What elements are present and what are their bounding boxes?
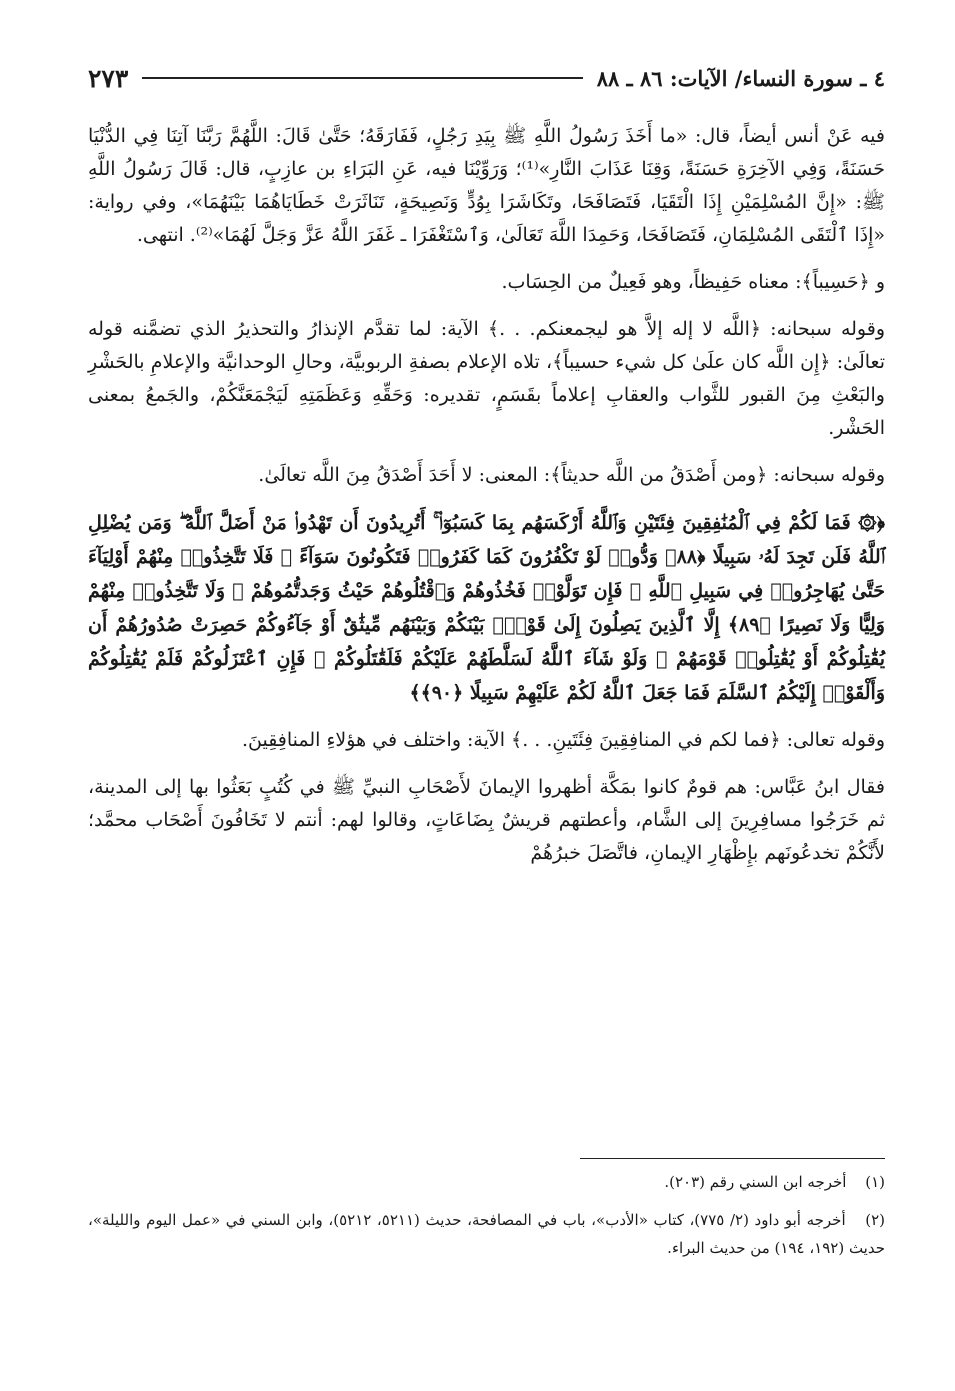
footnote-text: أخرجه ابن السني رقم (٢٠٣). xyxy=(664,1173,847,1191)
footnotes xyxy=(88,1168,885,1272)
paragraph-munafiqin: وقوله تعالى: ﴿فما لكم في المنافِقِينَ فِئَتَينِ. . .﴾ الآية: واختلف في هؤلاءِ المنافِقِينَ. xyxy=(241,729,885,751)
main-text xyxy=(88,120,885,884)
footnote-text: أخرجه أبو داود (٢/ ٧٧٥)، كتاب «الأدب»، باب في المصافحة، حديث (٥٢١١، ٥٢١٢)، وابن السني في «عمل اليوم والليلة»، حديث (١٩٢، ١٩٤) من حديث البراء. xyxy=(88,1211,885,1257)
paragraph-hasiba: و ﴿حَسِيباً﴾: معناه حَفِيظاً، وهو فَعِيلٌ من الحِسَاب. xyxy=(501,271,885,293)
footnote-2 xyxy=(88,1206,885,1262)
footnote-1 xyxy=(88,1168,885,1196)
page-number: ٢٧٣ xyxy=(88,63,129,93)
footnote-separator xyxy=(580,1158,885,1159)
footnote-marker: (٢) xyxy=(865,1211,886,1229)
quran-verses-block: ﴿۞ فَمَا لَكُمْ فِي ٱلْمُنَٰفِقِينَ فِئَتَيْنِ وَٱللَّهُ أَرْكَسَهُم بِمَا كَسَبُوٓا۟ ۚ أَتُرِيدُونَ أَن تَهْدُوا۟ مَنْ أَضَلَّ ٱللَّهُ ۖ وَمَن يُضْلِلِ ٱللَّهُ فَلَن تَجِدَ لَهُۥ سَبِيلًا ﴿٨٨﴾ وَدُّوا۟ لَوْ تَكْفُرُونَ كَمَا كَفَرُوا۟ فَتَكُونُونَ سَوَآءً ۖ فَلَا تَتَّخِذُوا۟ مِنْهُمْ أَوْلِيَآءَ حَتَّىٰ يُهَاجِرُوا۟ فِي سَبِيلِ ٱللَّهِ ۚ فَإِن تَوَلَّوْا۟ فَخُذُوهُمْ وَٱقْتُلُوهُمْ حَيْثُ وَجَدتُّمُوهُمْ ۖ وَلَا تَتَّخِذُوا۟ مِنْهُمْ وَلِيًّا وَلَا نَصِيرًا ﴿٨٩﴾ إِلَّا ٱلَّذِينَ يَصِلُونَ إِلَىٰ قَوْمٍۭ بَيْنَكُمْ وَبَيْنَهُم مِّيثَٰقٌ أَوْ جَآءُوكُمْ حَصِرَتْ صُدُورُهُمْ أَن يُقَٰتِلُوكُمْ أَوْ يُقَٰتِلُوا۟ قَوْمَهُمْ ۚ وَلَوْ شَآءَ ٱللَّهُ لَسَلَّطَهُمْ عَلَيْكُمْ فَلَقَٰتَلُوكُمْ ۚ فَإِنِ ٱعْتَزَلُوكُمْ فَلَمْ يُقَٰتِلُوكُمْ وَأَلْقَوْا۟ إِلَيْكُمُ ٱلسَّلَمَ فَمَا جَعَلَ ٱللَّهُ لَكُمْ عَلَيْهِمْ سَبِيلًا ﴿٩٠﴾﴾ xyxy=(88,512,885,704)
page-header xyxy=(88,58,885,98)
header-rule xyxy=(142,77,582,79)
footnote-marker: (١) xyxy=(865,1173,885,1191)
paragraph-asdaq: وقوله سبحانه: ﴿ومن أَصْدَقُ من اللَّه حديثاً﴾: المعنى: لا أَحَدَ أَصْدَقُ مِنَ اللَّه تعالَىٰ. xyxy=(258,464,885,486)
paragraph-ibn-abbas: فقال ابنُ عَبَّاس: هم قومٌ كانوا بمَكَّة أظهروا الإيمانَ لأَصْحَابِ النبيِّ ﷺ في كُتُبٍ بَعَثُوا بها إلى المدينة، ثم خَرَجُوا مسافِرِينَ إلى الشَّام، وأعطتهم قريشٌ بِضَاعَاتٍ، وقالوا لهم: أنتم لا تَخَافُونَ أَصْحَاب محمَّد؛ لأَنَّكُمْ تخدعُونَهم بإِظْهَارِ الإيمانِ، فاتَّصَلَ خبرُهُمْ xyxy=(88,776,885,864)
paragraph-tafsir-87: وقوله سبحانه: ﴿اللَّه لا إله إلاَّ هو ليجمعنكم. . .﴾ الآية: لما تقدَّم الإنذارُ والتحذيرُ الذي تضمَّنه قوله تعالَىٰ: ﴿إِن اللَّه كان علَىٰ كل شيء حسيباً﴾، تلاه الإعلام بصفةِ الربوبيَّة، وحالِ الوحدانيَّة والإعلامِ بالحَشْرِ والبَعْثِ مِنَ القبور للثَّواب والعقابِ إعلاماً بقَسَمٍ، تقديره: وَحَقِّهِ وَعَظَمَتِهِ لَيَجْمَعَنَّكُمْ، والجَمعُ بمعنى الحَشْر. xyxy=(88,318,885,439)
running-title: ٤ ـ سورة النساء/ الآيات: ٨٦ ـ ٨٨ xyxy=(596,65,885,91)
paragraph-hadith: فيه عَنْ أنس أيضاً، قال: «ما أَخَذَ رَسُولُ اللَّهِ ﷺ بِيَدِ رَجُلٍ، فَفَارَقَهُ؛ حَتَّىٰ قَالَ: اللَّهُمَّ رَبَّنَا آتِنَا فِي الدُّنْيَا حَسَنَةً، وَفِي الآخِرَةِ حَسَنَةً، وَقِنَا عَذَابَ النَّارِ»⁽¹⁾؛ وَرَوِّيْنَا فيه، عَنِ البَرَاءِ بن عازِبٍ، قال: قَالَ رَسُولُ اللَّهِ ﷺ: «إِنَّ المُسْلِمَيْنِ إِذَا الْتَقَيَا، فَتَصَافَحَا، وتَكَاشَرَا بِوُدٍّ وَنَصِيحَةٍ، تَنَاثَرَتْ خَطَايَاهُمَا بَيْنَهُمَا»، وفي رواية: «إِذَا ٱلْتَقَى المُسْلِمَانِ، فَتَصَافَحَا، وَحَمِدَا اللَّهَ تَعَالَىٰ، وَٱسْتَغْفَرَا ـ غَفَرَ اللَّهُ عَزَّ وَجَلَّ لَهُمَا»⁽²⁾. انتهى. xyxy=(88,125,885,246)
